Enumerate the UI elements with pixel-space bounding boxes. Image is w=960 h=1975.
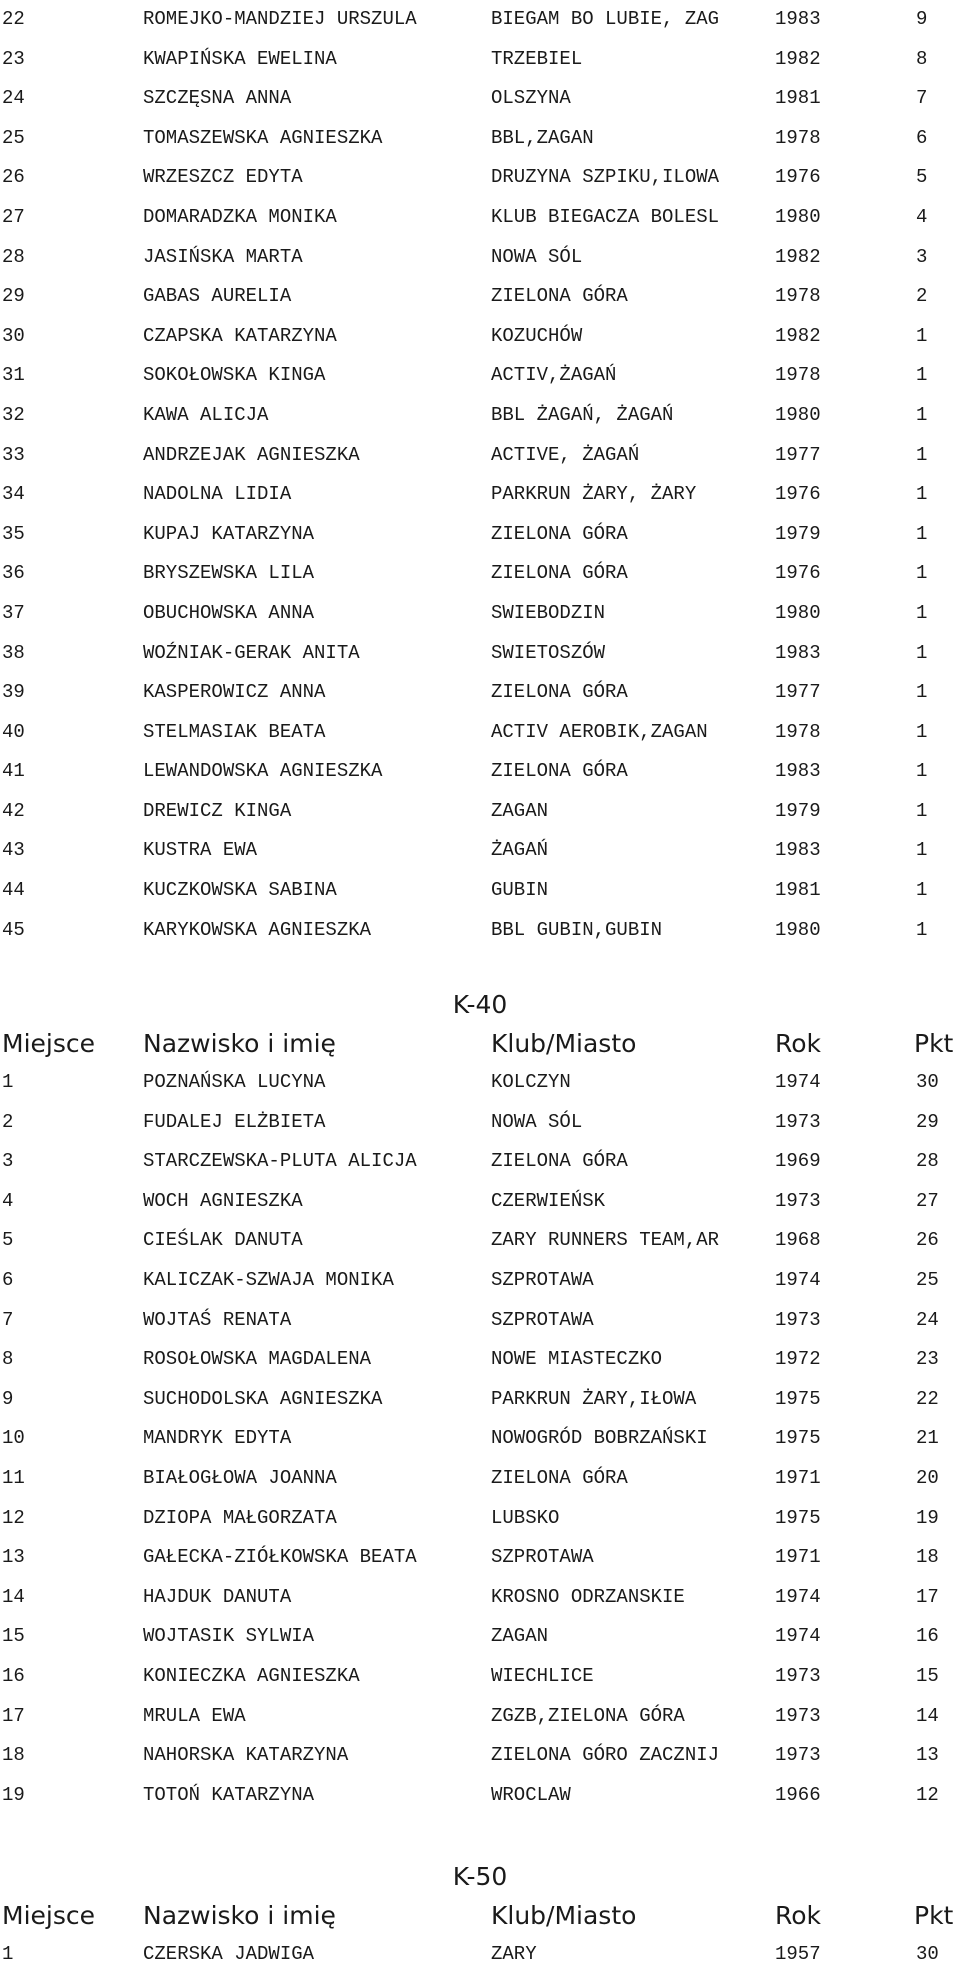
cell-name: STELMASIAK BEATA — [143, 720, 326, 743]
cell-year: 1980 — [775, 403, 821, 426]
cell-place: 36 — [2, 562, 25, 585]
cell-points: 19 — [916, 1506, 939, 1529]
cell-points: 21 — [916, 1427, 939, 1450]
cell-club: ZARY RUNNERS TEAM,AR — [491, 1229, 720, 1252]
cell-points: 5 — [916, 166, 928, 189]
cell-points: 17 — [916, 1585, 939, 1608]
cell-name: KASPEROWICZ ANNA — [143, 681, 326, 704]
cell-points: 12 — [916, 1783, 939, 1806]
table-row — [0, 475, 960, 515]
cell-place: 18 — [2, 1744, 25, 1767]
cell-name: KAWA ALICJA — [143, 403, 269, 426]
cell-place: 19 — [2, 1783, 25, 1806]
cell-name: SZCZĘSNA ANNA — [143, 87, 292, 110]
cell-name: KUPAJ KATARZYNA — [143, 522, 315, 545]
table-row — [0, 158, 960, 198]
cell-place: 13 — [2, 1546, 25, 1569]
cell-name: HAJDUK DANUTA — [143, 1585, 292, 1608]
table-row — [0, 515, 960, 555]
cell-place: 38 — [2, 641, 25, 664]
cell-name: STARCZEWSKA-PLUTA ALICJA — [143, 1150, 417, 1173]
cell-name: DREWICZ KINGA — [143, 799, 292, 822]
cell-year: 1973 — [775, 1664, 821, 1687]
cell-name: KUSTRA EWA — [143, 839, 258, 862]
results-table-k50 — [0, 1935, 960, 1975]
cell-club: LUBSKO — [491, 1506, 560, 1529]
cell-club: ZIELONA GÓRA — [491, 681, 628, 704]
cell-points: 20 — [916, 1466, 939, 1489]
cell-points: 1 — [916, 364, 928, 387]
cell-club: SZPROTAWA — [491, 1268, 594, 1291]
cell-name: SOKOŁOWSKA KINGA — [143, 364, 326, 387]
cell-name: WOJTASIK SYLWIA — [143, 1625, 315, 1648]
cell-place: 10 — [2, 1427, 25, 1450]
table-row — [0, 1419, 960, 1459]
cell-year: 1981 — [775, 87, 821, 110]
table-row — [0, 277, 960, 317]
cell-club: ZIELONA GÓRA — [491, 760, 628, 783]
cell-name: WOCH AGNIESZKA — [143, 1189, 303, 1212]
cell-name: CZAPSKA KATARZYNA — [143, 324, 337, 347]
cell-name: KARYKOWSKA AGNIESZKA — [143, 918, 372, 941]
header-place: Miejsce — [2, 1901, 95, 1930]
cell-place: 41 — [2, 760, 25, 783]
table-row — [0, 1103, 960, 1143]
cell-place: 2 — [2, 1110, 14, 1133]
cell-name: WOŹNIAK-GERAK ANITA — [143, 641, 360, 664]
cell-place: 5 — [2, 1229, 14, 1252]
cell-club: ZIELONA GÓRO ZACZNIJ — [491, 1744, 720, 1767]
header-points: Pkt — [914, 1029, 954, 1058]
cell-points: 27 — [916, 1189, 939, 1212]
cell-name: CIEŚLAK DANUTA — [143, 1229, 303, 1252]
cell-name: WOJTAŚ RENATA — [143, 1308, 292, 1331]
cell-club: WIECHLICE — [491, 1664, 594, 1687]
cell-place: 12 — [2, 1506, 25, 1529]
cell-place: 32 — [2, 403, 25, 426]
cell-place: 29 — [2, 285, 25, 308]
cell-year: 1980 — [775, 205, 821, 228]
cell-year: 1973 — [775, 1704, 821, 1727]
cell-name: TOMASZEWSKA AGNIESZKA — [143, 126, 383, 149]
cell-year: 1971 — [775, 1546, 821, 1569]
cell-year: 1969 — [775, 1150, 821, 1173]
cell-points: 1 — [916, 522, 928, 545]
cell-points: 13 — [916, 1744, 939, 1767]
cell-year: 1979 — [775, 522, 821, 545]
cell-year: 1968 — [775, 1229, 821, 1252]
cell-year: 1971 — [775, 1466, 821, 1489]
cell-points: 1 — [916, 562, 928, 585]
cell-year: 1980 — [775, 918, 821, 941]
cell-name: ANDRZEJAK AGNIESZKA — [143, 443, 360, 466]
table-row — [0, 831, 960, 871]
table-header-k40 — [0, 1024, 960, 1064]
cell-club: GUBIN — [491, 879, 549, 902]
cell-name: KWAPIŃSKA EWELINA — [143, 47, 337, 70]
header-name: Nazwisko i imię — [143, 1901, 336, 1930]
results-table-continued — [0, 0, 960, 950]
cell-year: 1977 — [775, 443, 821, 466]
table-row — [0, 1697, 960, 1737]
cell-place: 7 — [2, 1308, 14, 1331]
table-row — [0, 1776, 960, 1816]
cell-place: 3 — [2, 1150, 14, 1173]
cell-place: 4 — [2, 1189, 14, 1212]
cell-year: 1978 — [775, 126, 821, 149]
cell-name: ROSOŁOWSKA MAGDALENA — [143, 1348, 372, 1371]
cell-club: KOZUCHÓW — [491, 324, 583, 347]
table-row — [0, 752, 960, 792]
cell-place: 30 — [2, 324, 25, 347]
cell-year: 1976 — [775, 483, 821, 506]
cell-club: DRUZYNA SZPIKU,ILOWA — [491, 166, 720, 189]
cell-name: FUDALEJ ELŻBIETA — [143, 1110, 326, 1133]
cell-year: 1974 — [775, 1268, 821, 1291]
results-table-k40 — [0, 1063, 960, 1815]
cell-points: 30 — [916, 1943, 939, 1965]
table-row — [0, 911, 960, 951]
cell-year: 1976 — [775, 166, 821, 189]
cell-club: ZAGAN — [491, 1625, 549, 1648]
table-row — [0, 673, 960, 713]
table-row — [0, 1380, 960, 1420]
table-row — [0, 1221, 960, 1261]
cell-place: 15 — [2, 1625, 25, 1648]
table-row — [0, 1736, 960, 1776]
cell-points: 18 — [916, 1546, 939, 1569]
cell-year: 1976 — [775, 562, 821, 585]
cell-points: 26 — [916, 1229, 939, 1252]
cell-points: 6 — [916, 126, 928, 149]
cell-club: ZIELONA GÓRA — [491, 522, 628, 545]
cell-club: ZARY — [491, 1943, 537, 1965]
table-row — [0, 1340, 960, 1380]
cell-club: ACTIV,ŻAGAŃ — [491, 364, 617, 387]
cell-year: 1982 — [775, 47, 821, 70]
header-year: Rok — [775, 1901, 822, 1930]
header-club: Klub/Miasto — [491, 1901, 637, 1930]
table-row — [0, 1935, 960, 1975]
table-row — [0, 1657, 960, 1697]
cell-points: 1 — [916, 483, 928, 506]
cell-club: BBL ŻAGAŃ, ŻAGAŃ — [491, 403, 674, 426]
header-year: Rok — [775, 1029, 822, 1058]
table-row — [0, 79, 960, 119]
cell-club: NOWA SÓL — [491, 245, 583, 268]
cell-points: 4 — [916, 205, 928, 228]
table-row — [0, 1142, 960, 1182]
cell-place: 14 — [2, 1585, 25, 1608]
cell-club: KLUB BIEGACZA BOLESL — [491, 205, 720, 228]
cell-name: ROMEJKO-MANDZIEJ URSZULA — [143, 8, 417, 30]
table-row — [0, 1499, 960, 1539]
cell-name: NAHORSKA KATARZYNA — [143, 1744, 349, 1767]
cell-year: 1973 — [775, 1189, 821, 1212]
category-title-k50: K-50 — [452, 1862, 508, 1891]
cell-club: ZAGAN — [491, 799, 549, 822]
header-club: Klub/Miasto — [491, 1029, 637, 1058]
table-row — [0, 436, 960, 476]
cell-year: 1974 — [775, 1625, 821, 1648]
cell-club: PARKRUN ŻARY,IŁOWA — [491, 1387, 697, 1410]
cell-place: 42 — [2, 799, 25, 822]
cell-points: 16 — [916, 1625, 939, 1648]
cell-place: 44 — [2, 879, 25, 902]
cell-points: 29 — [916, 1110, 939, 1133]
cell-points: 8 — [916, 47, 928, 70]
cell-name: NADOLNA LIDIA — [143, 483, 292, 506]
table-row — [0, 198, 960, 238]
cell-name: WRZESZCZ EDYTA — [143, 166, 303, 189]
table-row — [0, 238, 960, 278]
cell-club: PARKRUN ŻARY, ŻARY — [491, 483, 697, 506]
cell-name: LEWANDOWSKA AGNIESZKA — [143, 760, 383, 783]
table-row — [0, 1578, 960, 1618]
cell-name: SUCHODOLSKA AGNIESZKA — [143, 1387, 383, 1410]
cell-year: 1983 — [775, 839, 821, 862]
cell-place: 1 — [2, 1071, 14, 1093]
table-row — [0, 396, 960, 436]
cell-name: KONIECZKA AGNIESZKA — [143, 1664, 360, 1687]
cell-club: BIEGAM BO LUBIE, ZAG — [491, 8, 720, 30]
cell-year: 1980 — [775, 601, 821, 624]
cell-points: 28 — [916, 1150, 939, 1173]
cell-club: KROSNO ODRZANSKIE — [491, 1585, 685, 1608]
cell-place: 28 — [2, 245, 25, 268]
cell-place: 40 — [2, 720, 25, 743]
cell-year: 1982 — [775, 245, 821, 268]
cell-points: 1 — [916, 403, 928, 426]
cell-year: 1973 — [775, 1744, 821, 1767]
cell-points: 24 — [916, 1308, 939, 1331]
cell-place: 25 — [2, 126, 25, 149]
table-row — [0, 1538, 960, 1578]
cell-points: 1 — [916, 918, 928, 941]
cell-place: 31 — [2, 364, 25, 387]
cell-club: SWIETOSZÓW — [491, 641, 606, 664]
cell-place: 39 — [2, 681, 25, 704]
cell-place: 6 — [2, 1268, 14, 1291]
cell-points: 3 — [916, 245, 928, 268]
cell-year: 1972 — [775, 1348, 821, 1371]
table-row — [0, 792, 960, 832]
cell-club: NOWE MIASTECZKO — [491, 1348, 663, 1371]
category-title-k40: K-40 — [452, 990, 508, 1019]
cell-place: 45 — [2, 918, 25, 941]
cell-place: 37 — [2, 601, 25, 624]
cell-name: JASIŃSKA MARTA — [143, 245, 303, 268]
cell-points: 1 — [916, 601, 928, 624]
cell-name: TOTOŃ KATARZYNA — [143, 1783, 315, 1806]
cell-points: 1 — [916, 760, 928, 783]
header-points: Pkt — [914, 1901, 954, 1930]
cell-points: 1 — [916, 641, 928, 664]
cell-year: 1983 — [775, 641, 821, 664]
cell-name: DZIOPA MAŁGORZATA — [143, 1506, 337, 1529]
cell-year: 1983 — [775, 760, 821, 783]
cell-year: 1973 — [775, 1110, 821, 1133]
table-row — [0, 1182, 960, 1222]
table-row — [0, 0, 960, 40]
cell-year: 1966 — [775, 1783, 821, 1806]
cell-points: 22 — [916, 1387, 939, 1410]
cell-club: BBL GUBIN,GUBIN — [491, 918, 663, 941]
cell-points: 30 — [916, 1071, 939, 1093]
cell-points: 1 — [916, 720, 928, 743]
header-place: Miejsce — [2, 1029, 95, 1058]
cell-club: BBL,ZAGAN — [491, 126, 594, 149]
cell-points: 14 — [916, 1704, 939, 1727]
cell-year: 1975 — [775, 1506, 821, 1529]
cell-club: ACTIVE, ŻAGAŃ — [491, 443, 640, 466]
table-row — [0, 1063, 960, 1103]
cell-club: ZIELONA GÓRA — [491, 1466, 628, 1489]
cell-points: 1 — [916, 681, 928, 704]
cell-club: WROCLAW — [491, 1783, 571, 1806]
cell-place: 22 — [2, 8, 25, 30]
table-row — [0, 356, 960, 396]
table-row — [0, 554, 960, 594]
table-row — [0, 40, 960, 80]
cell-place: 26 — [2, 166, 25, 189]
cell-year: 1977 — [775, 681, 821, 704]
table-row — [0, 1459, 960, 1499]
cell-year: 1978 — [775, 285, 821, 308]
cell-year: 1957 — [775, 1943, 821, 1965]
cell-club: ZIELONA GÓRA — [491, 285, 628, 308]
cell-points: 7 — [916, 87, 928, 110]
cell-name: BIAŁOGŁOWA JOANNA — [143, 1466, 337, 1489]
cell-club: NOWA SÓL — [491, 1110, 583, 1133]
cell-year: 1983 — [775, 8, 821, 30]
cell-place: 11 — [2, 1466, 25, 1489]
table-row — [0, 594, 960, 634]
cell-place: 33 — [2, 443, 25, 466]
table-row — [0, 119, 960, 159]
cell-club: ZGZB,ZIELONA GÓRA — [491, 1704, 685, 1727]
cell-club: KOLCZYN — [491, 1071, 571, 1093]
table-row — [0, 634, 960, 674]
header-name: Nazwisko i imię — [143, 1029, 336, 1058]
cell-place: 9 — [2, 1387, 14, 1410]
cell-points: 1 — [916, 799, 928, 822]
cell-name: KUCZKOWSKA SABINA — [143, 879, 337, 902]
cell-place: 23 — [2, 47, 25, 70]
cell-year: 1982 — [775, 324, 821, 347]
cell-club: ZIELONA GÓRA — [491, 1150, 628, 1173]
cell-name: GAŁECKA-ZIÓŁKOWSKA BEATA — [143, 1546, 417, 1569]
cell-place: 1 — [2, 1943, 14, 1965]
cell-name: CZERSKA JADWIGA — [143, 1943, 315, 1965]
cell-year: 1981 — [775, 879, 821, 902]
table-header-k50 — [0, 1896, 960, 1936]
cell-year: 1978 — [775, 720, 821, 743]
cell-year: 1974 — [775, 1585, 821, 1608]
cell-name: KALICZAK-SZWAJA MONIKA — [143, 1268, 394, 1291]
cell-club: SZPROTAWA — [491, 1546, 594, 1569]
cell-year: 1978 — [775, 364, 821, 387]
cell-place: 35 — [2, 522, 25, 545]
cell-name: POZNAŃSKA LUCYNA — [143, 1071, 326, 1093]
cell-club: ACTIV AEROBIK,ZAGAN — [491, 720, 708, 743]
cell-name: OBUCHOWSKA ANNA — [143, 601, 315, 624]
cell-points: 9 — [916, 8, 928, 30]
cell-points: 1 — [916, 879, 928, 902]
cell-club: OLSZYNA — [491, 87, 571, 110]
cell-club: ŻAGAŃ — [491, 839, 549, 862]
table-row — [0, 713, 960, 753]
cell-club: CZERWIEŃSK — [491, 1189, 606, 1212]
cell-points: 2 — [916, 285, 928, 308]
cell-club: TRZEBIEL — [491, 47, 583, 70]
cell-points: 15 — [916, 1664, 939, 1687]
cell-place: 24 — [2, 87, 25, 110]
cell-name: GABAS AURELIA — [143, 285, 292, 308]
cell-place: 8 — [2, 1348, 14, 1371]
cell-year: 1973 — [775, 1308, 821, 1331]
cell-place: 43 — [2, 839, 25, 862]
cell-name: BRYSZEWSKA LILA — [143, 562, 315, 585]
cell-year: 1975 — [775, 1387, 821, 1410]
cell-name: MRULA EWA — [143, 1704, 246, 1727]
cell-club: SWIEBODZIN — [491, 601, 606, 624]
cell-points: 1 — [916, 324, 928, 347]
table-row — [0, 317, 960, 357]
cell-place: 17 — [2, 1704, 25, 1727]
table-row — [0, 871, 960, 911]
cell-place: 16 — [2, 1664, 25, 1687]
cell-place: 27 — [2, 205, 25, 228]
cell-points: 25 — [916, 1268, 939, 1291]
cell-place: 34 — [2, 483, 25, 506]
cell-year: 1974 — [775, 1071, 821, 1093]
cell-club: ZIELONA GÓRA — [491, 562, 628, 585]
cell-points: 1 — [916, 443, 928, 466]
cell-year: 1979 — [775, 799, 821, 822]
cell-points: 1 — [916, 839, 928, 862]
cell-club: NOWOGRÓD BOBRZAŃSKI — [491, 1427, 708, 1450]
table-row — [0, 1301, 960, 1341]
table-row — [0, 1617, 960, 1657]
cell-club: SZPROTAWA — [491, 1308, 594, 1331]
cell-points: 23 — [916, 1348, 939, 1371]
cell-year: 1975 — [775, 1427, 821, 1450]
table-row — [0, 1261, 960, 1301]
cell-name: DOMARADZKA MONIKA — [143, 205, 337, 228]
cell-name: MANDRYK EDYTA — [143, 1427, 292, 1450]
